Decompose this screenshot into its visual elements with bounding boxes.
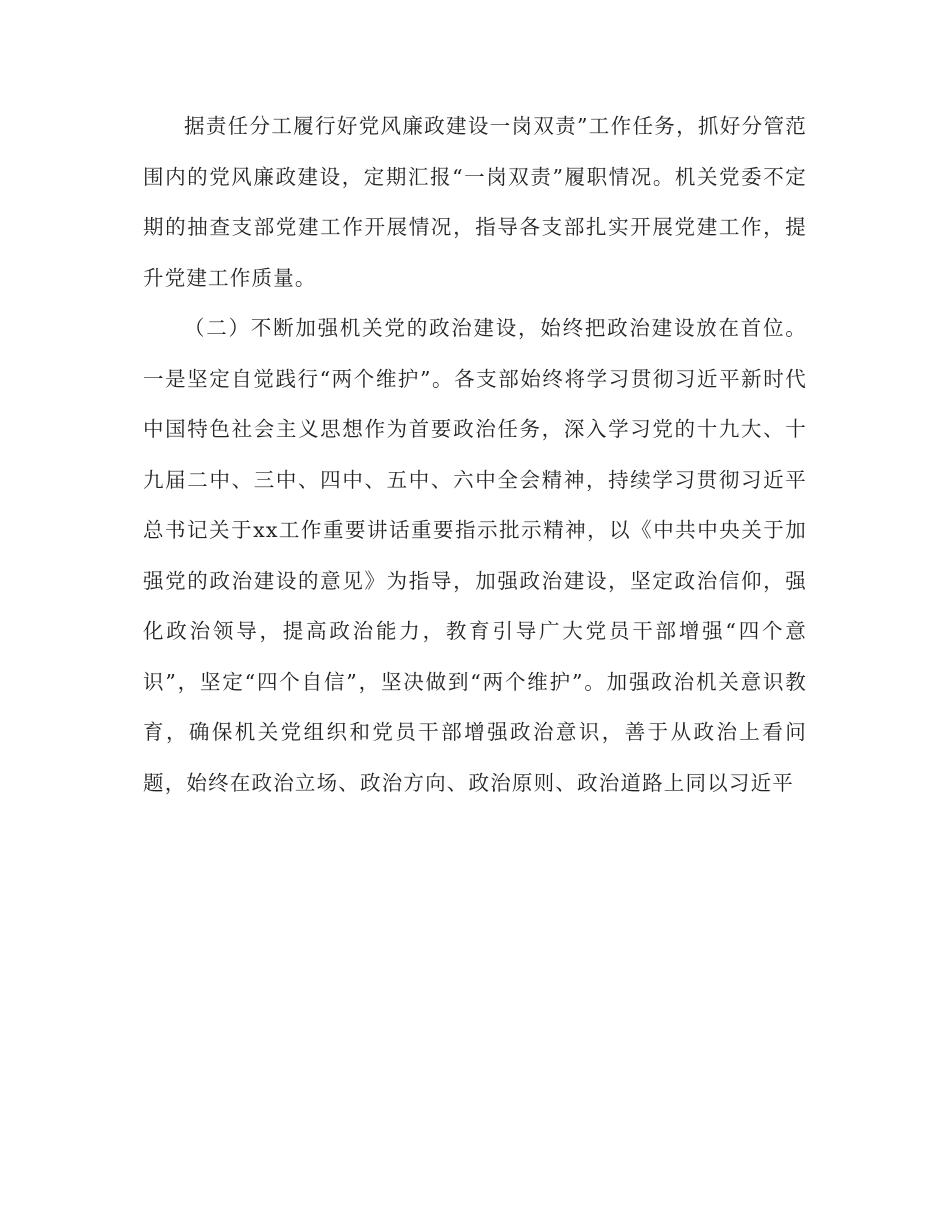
paragraph-2: （二）不断加强机关党的政治建设，始终把政治建设放在首位。一是坚定自觉践行“两个维护”。各支部始终将学习贯彻习近平新时代中国特色社会主义思想作为首要政治任务，深入学习党的十九大、十九届二中、三中、四中、五中、六中全会精神，持续学习贯彻习近平总书记关于xx工作重要讲话重要指示批示精神，以《中共中央关于加强党的政治建设的意见》为指导，加强政治建设，坚定政治信仰，强化政治领导，提高政治能力，教育引导广大党员干部增强“四个意识”，坚定“四个自信”，坚决做到“两个维护”。加强政治机关意识教育，确保机关党组织和党员干部增强政治意识，善于从政治上看问题，始终在政治立场、政治方向、政治原则、政治道路上同以习近平 (143, 316, 807, 795)
document-body (143, 101, 807, 808)
paragraph-1: 据责任分工履行好党风廉政建设一岗双责”工作任务，抓好分管范围内的党风廉政建设，定期汇报“一岗双责”履职情况。机关党委不定期的抽查支部党建工作开展情况，指导各支部扎实开展党建工作，提升党建工作质量。 (143, 114, 807, 290)
